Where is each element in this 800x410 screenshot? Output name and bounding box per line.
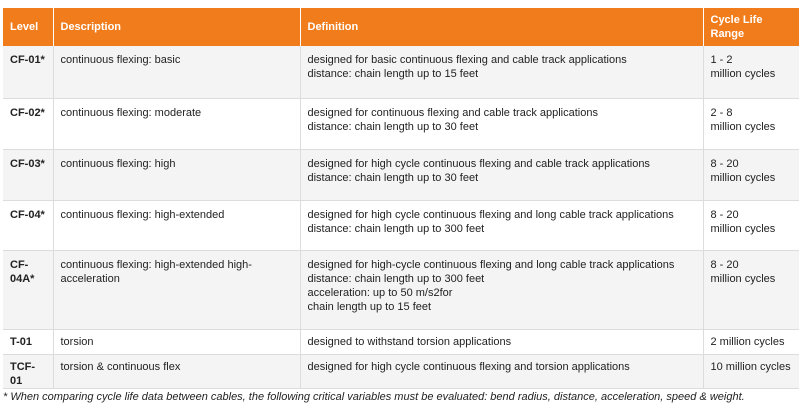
description-line: torsion & continuous flex: [60, 360, 181, 373]
definition-line: designed for high cycle continuous flexing and torsion applications: [307, 360, 630, 373]
description-cell: [53, 149, 300, 200]
description-line: acceleration: [60, 272, 120, 285]
cycle-life-line: million cycles: [710, 171, 776, 184]
cycle-life-line: 1 - 2: [710, 54, 733, 66]
description-line: continuous flexing: moderate: [60, 106, 202, 119]
definition-line: distance: chain length up to 30 feet: [307, 120, 479, 133]
table-row: [3, 250, 799, 329]
cycle-life-cell: [703, 250, 799, 329]
level-cell: [3, 149, 53, 200]
table-row: [3, 149, 799, 200]
table-row: [3, 98, 799, 149]
level-line: CF-01*: [10, 54, 45, 66]
level-cell: [3, 250, 53, 329]
description-line: torsion: [60, 335, 94, 348]
definition-cell: [300, 46, 703, 98]
level-line: T-01: [10, 335, 33, 348]
table-header-row: [3, 8, 799, 46]
description-cell: [53, 329, 300, 354]
definition-line: designed for high cycle continuous flexing and cable track applications: [307, 157, 650, 170]
level-line: CF-04*: [10, 208, 45, 221]
definition-line: acceleration: up to 50 m/s2for: [307, 286, 453, 299]
cycle-life-line: 8 - 20: [710, 258, 739, 271]
description-cell: [53, 250, 300, 329]
cycle-life-line: 2 - 8: [710, 106, 733, 119]
cycle-life-line: 10 million cycles: [710, 360, 791, 373]
definition-cell: [300, 250, 703, 329]
cycle-life-cell: [703, 329, 799, 354]
definition-cell: [300, 98, 703, 149]
definition-cell: [300, 200, 703, 250]
definition-line: designed for continuous flexing and cable track applications: [307, 106, 598, 119]
header-description: Description: [53, 8, 300, 46]
definition-line: designed for high-cycle continuous flexing and long cable track applications: [307, 258, 675, 271]
description-cell: [53, 354, 300, 388]
cycle-life-cell: [703, 200, 799, 250]
table-row: [3, 329, 799, 354]
header-cycle-life-line: Cycle Life: [710, 14, 763, 26]
definition-cell: [300, 149, 703, 200]
level-line: CF-: [10, 258, 29, 271]
definition-line: distance: chain length up to 15 feet: [307, 68, 479, 80]
header-cycle-life: [703, 8, 799, 46]
level-line: CF-02*: [10, 106, 45, 119]
cycle-life-line: million cycles: [710, 272, 776, 285]
cycle-life-line: 2 million cycles: [710, 335, 785, 348]
cycle-life-cell: [703, 46, 799, 98]
definition-line: distance: chain length up to 300 feet: [307, 222, 485, 235]
cycle-life-cell: [703, 98, 799, 149]
description-line: continuous flexing: high-extended: [60, 208, 225, 221]
cycle-life-line: million cycles: [710, 120, 776, 133]
definition-cell: [300, 354, 703, 388]
definition-line: distance: chain length up to 300 feet: [307, 272, 485, 285]
description-line: continuous flexing: high: [60, 157, 176, 170]
definition-cell: [300, 329, 703, 354]
description-cell: [53, 200, 300, 250]
description-line: continuous flexing: basic: [60, 54, 181, 66]
table-row: [3, 354, 799, 388]
cycle-life-cell: [703, 149, 799, 200]
cycle-life-line: million cycles: [710, 222, 776, 235]
definition-line: designed for high cycle continuous flexing and long cable track applications: [307, 208, 674, 221]
cycle-life-table: [3, 8, 799, 389]
description-line: continuous flexing: high-extended high-: [60, 258, 252, 271]
header-cycle-life-line: Range: [710, 28, 745, 40]
level-line: TCF-01: [10, 360, 36, 387]
level-cell: [3, 200, 53, 250]
level-line: 04A*: [10, 272, 35, 285]
level-cell: [3, 46, 53, 98]
cycle-life-line: 8 - 20: [710, 157, 739, 170]
definition-line: designed for basic continuous flexing and cable track applications: [307, 54, 627, 66]
table-row: [3, 200, 799, 250]
definition-line: distance: chain length up to 30 feet: [307, 171, 479, 184]
level-cell: [3, 354, 53, 388]
footnote: * When comparing cycle life data between cables, the following critical variables must be evaluated: bend radius, distance, acceleration, speed & weight.: [3, 391, 745, 403]
table-row: [3, 46, 799, 98]
header-level: Level: [3, 8, 53, 46]
level-line: CF-03*: [10, 157, 45, 170]
cycle-life-line: million cycles: [710, 68, 776, 80]
header-definition: Definition: [300, 8, 703, 46]
definition-line: chain length up to 15 feet: [307, 300, 432, 313]
description-cell: [53, 98, 300, 149]
definition-line: designed to withstand torsion applications: [307, 335, 512, 348]
cycle-life-cell: [703, 354, 799, 388]
description-cell: [53, 46, 300, 98]
level-cell: [3, 98, 53, 149]
cycle-life-line: 8 - 20: [710, 208, 739, 221]
level-cell: [3, 329, 53, 354]
